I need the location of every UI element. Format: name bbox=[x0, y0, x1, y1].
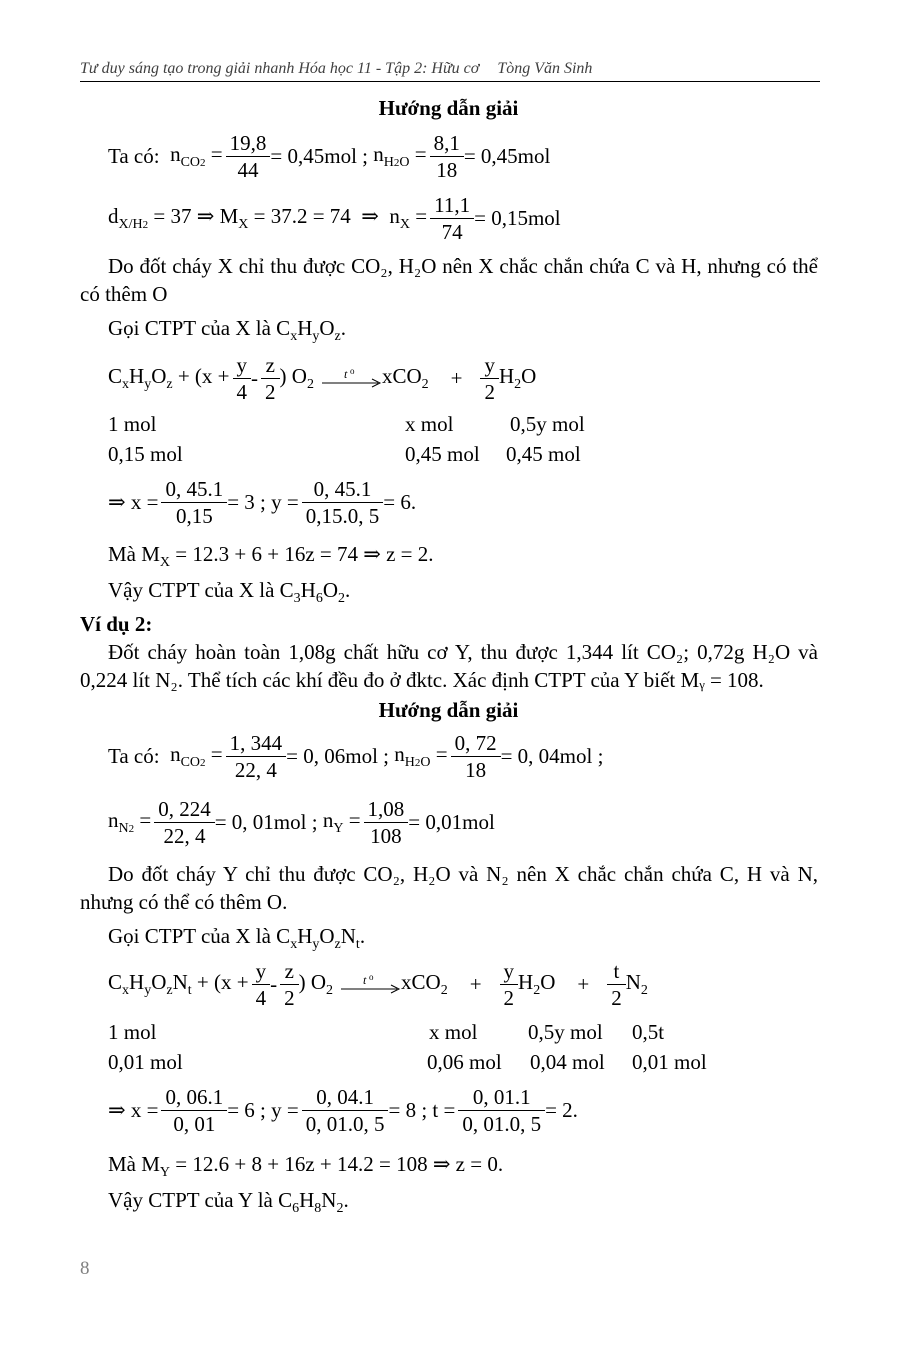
fraction: $\frac{19,8}{44}$ bbox=[226, 130, 271, 183]
fraction: $\frac{z}{2}$ bbox=[280, 958, 299, 1011]
svg-text:t: t bbox=[343, 368, 348, 381]
calc-prefix: ⇒ x = bbox=[108, 1098, 159, 1122]
fraction: $\frac{0, 224}{22, 4}$ bbox=[154, 796, 215, 849]
reaction-equation-2: $C_xH_yO_zN_t + (x$ + $\frac{y}{4}$ - $\frac{z}{2}$ ) $O_2$ t o xCO$_2$ + $\frac{y}{2}$ $H_2O$ + $\frac{t}{2}$ $N_2$ bbox=[108, 959, 648, 1010]
result-text: = 0,45mol bbox=[463, 144, 551, 168]
solution-heading-1: Hướng dẫn giải bbox=[378, 96, 519, 120]
paragraph-composition-y: Do đốt cháy Y chỉ thu được CO₂, H₂O và N₂ nên X chắc chắn chứa C, H và N, nhưng có thể có thêm O. bbox=[80, 862, 818, 914]
svg-text:t: t bbox=[363, 974, 367, 987]
svg-text:o: o bbox=[369, 974, 374, 982]
mol-row-2-col-2: 0,06 mol bbox=[427, 1050, 502, 1074]
reaction-arrow-icon bbox=[339, 975, 401, 995]
fraction: $\frac{z}{2}$ bbox=[261, 352, 280, 405]
conclusion-y: Vậy CTPT của Y là $C_6H_8N_2$. bbox=[108, 1188, 349, 1216]
mol-row-1-col-3: 0,5y mol bbox=[510, 412, 585, 436]
example-2-label: Ví dụ 2: bbox=[80, 612, 153, 636]
mol-row-1-col-1: 1 mol bbox=[108, 412, 157, 436]
author-name: Tòng Văn Sinh bbox=[497, 60, 593, 77]
result-text: = 0, 04mol ; bbox=[500, 744, 604, 768]
ta-co-label: Ta có: bbox=[108, 744, 160, 768]
ta-co-label: Ta có: bbox=[108, 144, 160, 168]
mol-row-2-col-1: 0,15 mol bbox=[108, 442, 183, 466]
svg-text:o: o bbox=[349, 368, 355, 376]
mol-row-2-col-2: 0,45 mol bbox=[405, 442, 480, 466]
fraction: $\frac{0, 45.1}{0,15.0, 5}$ bbox=[302, 476, 384, 529]
fraction: $\frac{0, 01.1}{0, 01.0, 5}$ bbox=[458, 1084, 545, 1137]
reaction-equation-1: $C_xH_yO_z + (x$ + $\frac{y}{4}$ - $\frac{z}{2}$ ) $O_2$ t o xCO$_2$ + $\frac{y}{2}$ $H_2O$ bbox=[108, 353, 537, 404]
fraction: $\frac{0, 04.1}{0, 01.0, 5}$ bbox=[302, 1084, 389, 1137]
eq-density bbox=[108, 192, 561, 245]
fraction: $\frac{0, 06.1}{0, 01}$ bbox=[161, 1084, 227, 1137]
mol-row-1-col-4: 0,5t bbox=[632, 1020, 665, 1044]
fraction: $\frac{y}{2}$ bbox=[480, 352, 499, 405]
paragraph-composition-x: Do đốt cháy X chỉ thu được CO₂, H₂O nên X chắc chắn chứa C và H, nhưng có thể có thêm O bbox=[80, 254, 818, 306]
molar-mass-x: Mà $M_X = 12.3 + 6 + 16z = 74$ ⇒ z = 2. bbox=[108, 542, 434, 570]
goi-ctpt-x: Gọi CTPT của X là $C_xH_yO_z$. bbox=[108, 316, 346, 344]
conclusion-x: Vậy CTPT của X là $C_3H_6O_2$. bbox=[108, 578, 351, 606]
mol-row-1-col-3: 0,5y mol bbox=[528, 1020, 603, 1044]
page-number: 8 bbox=[80, 1258, 90, 1279]
eq-moles-co2-h2o bbox=[108, 130, 550, 183]
result-text: = 0, 01mol ; bbox=[214, 810, 318, 834]
fraction: $\frac{y}{4}$ bbox=[252, 958, 271, 1011]
result-text: = 3 ; y = bbox=[227, 490, 299, 514]
fraction: $\frac{8,1}{18}$ bbox=[430, 130, 464, 183]
molar-mass-y: Mà $M_Y = 12.6 + 8 + 16z + 14.2 = 108$ ⇒ z = 0. bbox=[108, 1152, 504, 1180]
example-2-problem: Đốt cháy hoàn toàn 1,08g chất hữu cơ Y, thu được 1,344 lít CO₂; 0,72g H₂O và 0,224 lít N₂. Thể tích các khí đều đo ở đktc. Xác định CTPT của Y biết Mᵧ = 108. bbox=[80, 640, 818, 692]
fraction: $\frac{y}{4}$ bbox=[233, 352, 252, 405]
mol-row-1-col-1: 1 mol bbox=[108, 1020, 157, 1044]
result-text: = 8 ; t = bbox=[388, 1098, 456, 1122]
mol-row-1-col-2: x mol bbox=[405, 412, 454, 436]
result-text: = 6. bbox=[383, 490, 417, 514]
eq-moles-n2-y bbox=[108, 796, 495, 849]
calc-prefix: ⇒ x = bbox=[108, 490, 159, 514]
goi-ctpt-y: Gọi CTPT của X là $C_xH_yO_zN_t$. bbox=[108, 924, 366, 952]
result-text: = 0,15mol bbox=[474, 206, 561, 230]
fraction: $\frac{t}{2}$ bbox=[607, 958, 626, 1011]
eq-moles-co2-h2o-2 bbox=[108, 730, 603, 783]
n-h2o-symbol: $n_{H2O}$ = bbox=[394, 742, 448, 770]
fraction: $\frac{1, 344}{22, 4}$ bbox=[226, 730, 287, 783]
mol-row-2-col-3: 0,45 mol bbox=[506, 442, 581, 466]
result-text: = 0,45mol ; bbox=[270, 144, 368, 168]
fraction: $\frac{0, 72}{18}$ bbox=[451, 730, 501, 783]
result-text: = 2. bbox=[545, 1098, 578, 1122]
n-co2-symbol: $n_{CO2}$ = bbox=[164, 742, 223, 770]
mol-row-1-col-2: x mol bbox=[429, 1020, 478, 1044]
mol-row-2-col-4: 0,01 mol bbox=[632, 1050, 707, 1074]
book-title: Tư duy sáng tạo trong giải nhanh Hóa học 11 - Tập 2: Hữu cơ bbox=[80, 60, 480, 77]
result-text: = 0,01mol bbox=[408, 810, 495, 834]
calc-x-y-t bbox=[108, 1084, 578, 1137]
mol-row-2-col-1: 0,01 mol bbox=[108, 1050, 183, 1074]
density-symbol: $d_{X/H2} = 37$ ⇒ $M_X = 37.2 = 74$ ⇒ $n_X$ = bbox=[108, 204, 428, 232]
n-h2o-symbol: $n_{H2O}$ = bbox=[373, 142, 427, 170]
result-text: = 0, 06mol ; bbox=[286, 744, 389, 768]
mol-row-2-col-3: 0,04 mol bbox=[530, 1050, 605, 1074]
solution-heading-2: Hướng dẫn giải bbox=[378, 698, 519, 722]
running-header bbox=[80, 60, 820, 82]
calc-x-y bbox=[108, 476, 416, 529]
n-co2-symbol: $n_{CO2}$ = bbox=[164, 142, 223, 170]
fraction: $\frac{11,1}{74}$ bbox=[430, 192, 474, 245]
reaction-arrow-icon bbox=[320, 369, 382, 389]
n-n2-symbol: $n_{N2}$ = bbox=[108, 808, 152, 836]
fraction: $\frac{y}{2}$ bbox=[500, 958, 519, 1011]
n-y-symbol: $n_Y$ = bbox=[322, 808, 361, 836]
fraction: $\frac{0, 45.1}{0,15}$ bbox=[161, 476, 227, 529]
result-text: = 6 ; y = bbox=[227, 1098, 299, 1122]
fraction: $\frac{1,08}{108}$ bbox=[364, 796, 409, 849]
